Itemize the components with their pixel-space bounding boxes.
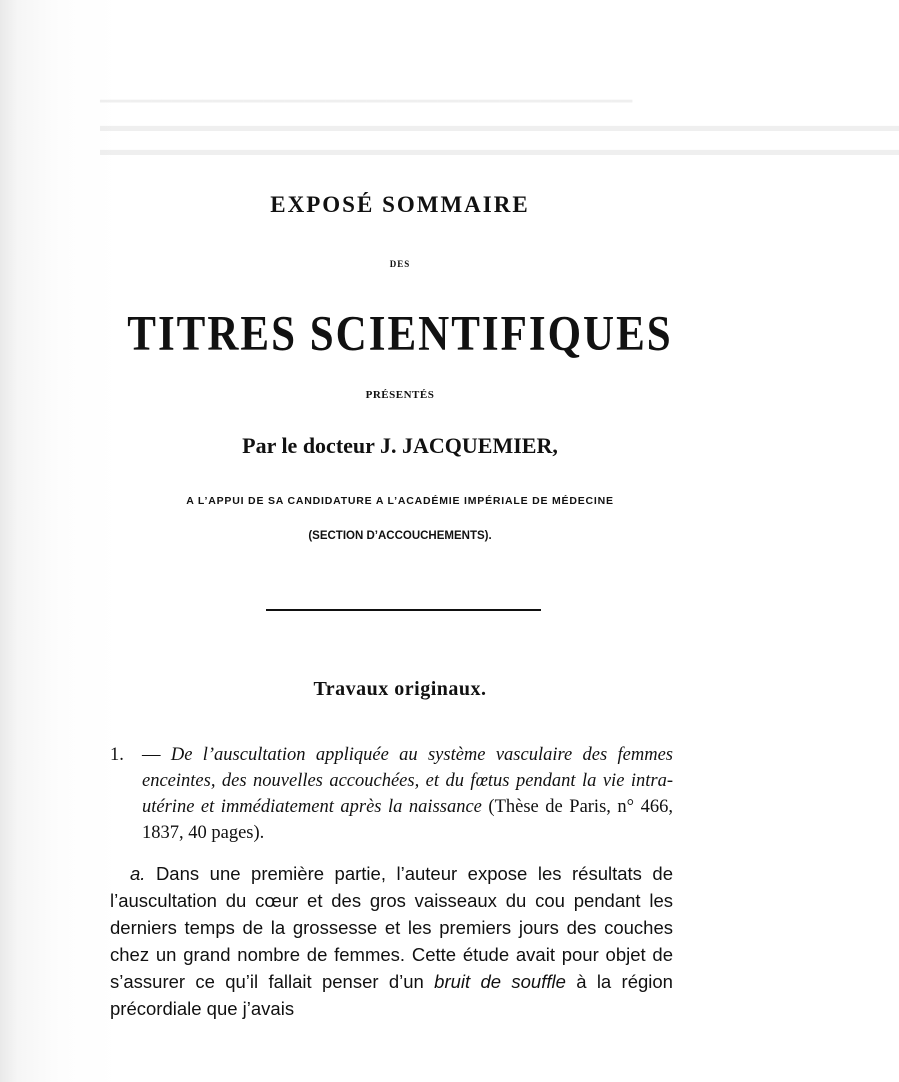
item-number: 1. [110, 745, 124, 765]
author-byline: Par le docteur J. JACQUEMIER, [242, 433, 558, 458]
paragraph-label: a. [130, 863, 146, 884]
item-body [142, 742, 673, 846]
paragraph-text-2: à la région précordiale que j’avais [110, 971, 673, 1019]
item-title: De l’auscultation appliquée au système vasculaire des femmes enceintes, des nouvelles accouchées, et du fœtus pendant la vie intra-utérine et immédiatement après la naissance [142, 745, 673, 817]
bleed-through-text: ━━━━━━━━━━━━━━━━━━━━━━━━━━━━━━━━━━━━━━━━━━━━━━━━━━━━ ▬▬▬▬▬▬▬▬▬▬▬▬▬▬▬▬▬▬▬▬▬▬▬▬▬▬▬▬▬▬▬▬▬▬▬▬▬▬▬▬▬▬▬▬▬▬▬ ▬▬▬▬▬▬▬▬▬▬▬▬▬▬▬▬▬▬▬▬▬▬▬▬▬▬▬▬▬▬▬▬▬▬▬▬▬▬▬▬▬▬▬▬▬▬▬ [100, 92, 899, 159]
paragraph-italic-phrase: bruit de souffle [434, 971, 566, 992]
paragraph-a [110, 860, 673, 1022]
item-reference: (Thèse de Paris, n° 466, 1837, 40 pages). [142, 797, 673, 843]
section-heading: Travaux originaux. [313, 678, 487, 700]
divider-rule [266, 609, 541, 611]
work-item-1 [110, 742, 673, 846]
paragraph-text-1: Dans une première partie, l’auteur expose les résultats de l’auscultation du cœur et des gros vaisseaux du cou pendant les derniers temps de la grossesse et les premiers jours des couches chez un grand nombre de femmes. Cette étude avait pour objet de s’assurer ce qu’il fallait penser d’un [110, 863, 673, 992]
item-dash: — [142, 745, 161, 765]
section-line: (SECTION D’ACCOUCHEMENTS). [308, 530, 492, 542]
title-line-1: EXPOSÉ SOMMAIRE [270, 192, 530, 217]
candidature-line: A L’APPUI DE SA CANDIDATURE A L’ACADÉMIE IMPÉRIALE DE MÉDECINE [186, 495, 614, 507]
presented-label: PRÉSENTÉS [365, 389, 435, 401]
title-line-2: TITRES SCIENTIFIQUES [127, 307, 673, 362]
title-connector: DES [389, 259, 411, 269]
